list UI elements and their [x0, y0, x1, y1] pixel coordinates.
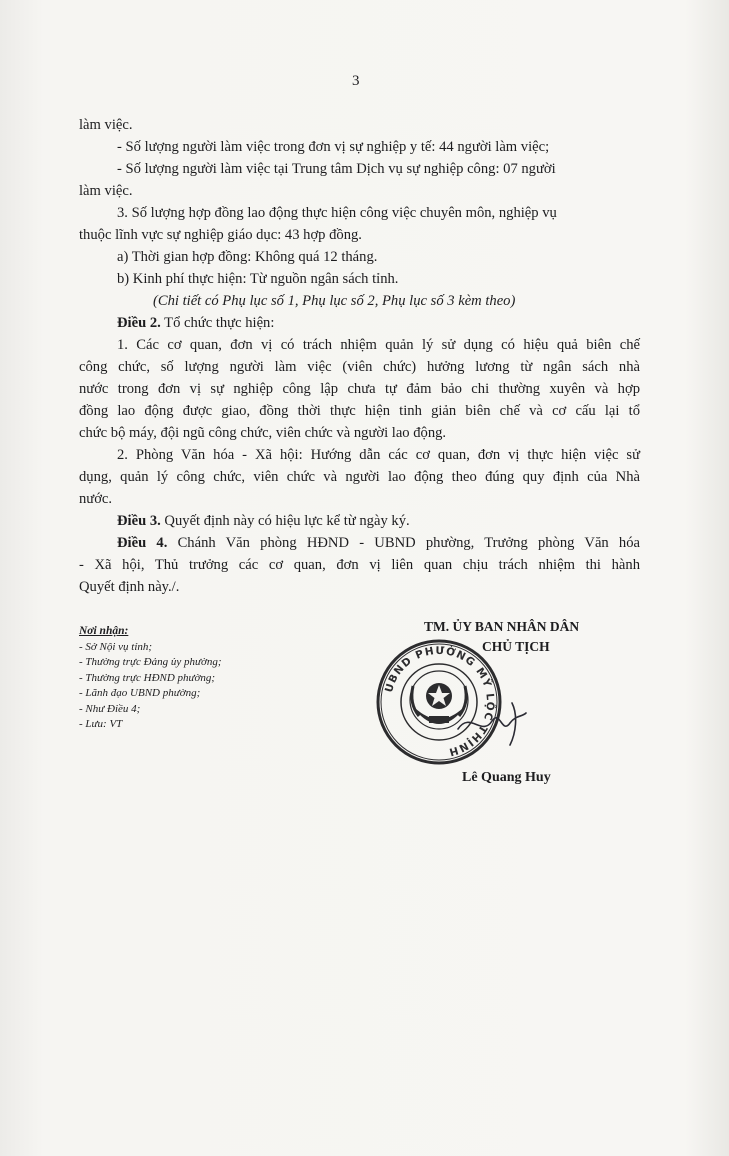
recipient-item: - Như Điều 4;	[79, 702, 141, 715]
body-line: nước.	[79, 491, 113, 507]
body-line: b) Kinh phí thực hiện: Từ nguồn ngân sách tỉnh.	[117, 271, 399, 287]
appendix-note: (Chi tiết có Phụ lục số 1, Phụ lục số 2, Phụ lục số 3 kèm theo)	[153, 293, 516, 309]
body-line: đồng lao động được giao, đồng thời thực hiện tinh giản biên chế và cơ cấu lại tổ	[79, 403, 640, 419]
article-label: Điều 2.	[117, 315, 161, 331]
signer-name: Lê Quang Huy	[462, 770, 551, 785]
article-text: Quyết định này có hiệu lực kể từ ngày ký.	[160, 513, 410, 529]
signer-role: CHỦ TỊCH	[482, 639, 550, 654]
recipients-title: Nơi nhận:	[79, 625, 129, 637]
body-line: 2. Phòng Văn hóa - Xã hội: Hướng dẫn các cơ quan, đơn vị thực hiện việc sử	[117, 447, 640, 463]
article-label: Điều 4.	[117, 535, 168, 551]
recipient-item: - Lãnh đạo UBND phường;	[79, 687, 201, 699]
body-line: chức bộ máy, đội ngũ công chức, viên chức và người lao động.	[79, 425, 447, 441]
body-line: nước trong đơn vị sự nghiệp công lập chưa tự đảm bảo chi thường xuyên và hợp	[79, 381, 640, 397]
body-line: 1. Các cơ quan, đơn vị có trách nhiệm quản lý sử dụng có hiệu quả biên chế	[117, 337, 640, 353]
article-4-heading	[117, 532, 640, 554]
recipient-item: - Thường trực Đảng ủy phường;	[79, 656, 222, 668]
recipient-item: - Sở Nội vụ tỉnh;	[79, 640, 153, 653]
body-line: 3. Số lượng hợp đồng lao động thực hiện công việc chuyên môn, nghiệp vụ	[117, 205, 557, 221]
body-line: Quyết định này./.	[79, 579, 180, 595]
recipient-item: - Lưu: VT	[79, 718, 123, 730]
page-number: 3	[352, 73, 360, 89]
body-line: thuộc lĩnh vực sự nghiệp giáo dục: 43 hợp đồng.	[79, 227, 362, 243]
body-line: làm việc.	[79, 117, 133, 133]
article-text: Chánh Văn phòng HĐND - UBND phường, Trưởng phòng Văn hóa	[167, 535, 640, 551]
seal-text: UBND PHƯỜNG MỸ LỘC THỊNH	[382, 644, 497, 759]
article-label: Điều 3.	[117, 513, 161, 529]
body-line: công chức, số lượng người làm việc (viên chức) hưởng lương từ ngân sách nhà	[79, 359, 640, 375]
article-3-heading	[117, 510, 410, 532]
body-line: dụng, quản lý công chức, viên chức và người lao động theo đúng quy định của Nhà	[79, 469, 640, 485]
recipients-block	[79, 624, 221, 733]
body-line: - Số lượng người làm việc tại Trung tâm Dịch vụ sự nghiệp công: 07 người	[117, 161, 556, 177]
article-text: Tổ chức thực hiện:	[160, 315, 275, 331]
article-2-heading	[117, 312, 274, 334]
recipient-item: - Thường trực HĐND phường;	[79, 671, 216, 684]
body-line: - Xã hội, Thủ trưởng các cơ quan, đơn vị liên quan chịu trách nhiệm thi hành	[79, 557, 640, 573]
handwritten-signature-icon	[452, 693, 542, 748]
body-line: làm việc.	[79, 183, 133, 199]
body-line: - Số lượng người làm việc trong đơn vị sự nghiệp y tế: 44 người làm việc;	[117, 139, 550, 155]
signer-organization: TM. ỦY BAN NHÂN DÂN	[424, 619, 580, 634]
body-line: a) Thời gian hợp đồng: Không quá 12 tháng.	[117, 249, 378, 265]
